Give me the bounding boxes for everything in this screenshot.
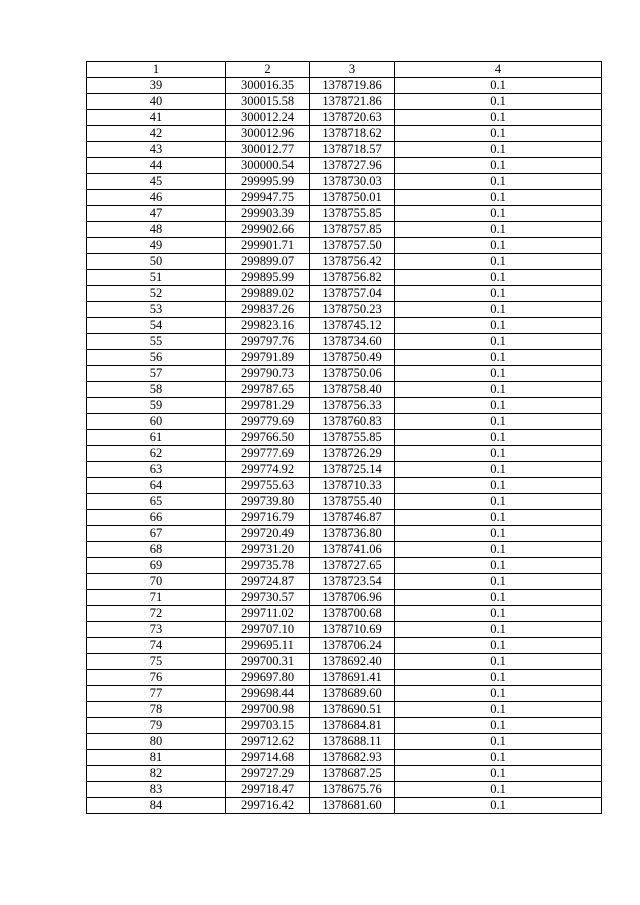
table-cell: 299714.68: [226, 750, 310, 766]
table-cell: 0.1: [395, 686, 602, 702]
table-cell: 0.1: [395, 798, 602, 814]
table-cell: 1378760.83: [310, 414, 395, 430]
table-row: [87, 286, 602, 302]
table-cell: 43: [87, 142, 226, 158]
table-cell: 1378682.93: [310, 750, 395, 766]
table-row: [87, 126, 602, 142]
table-cell: 81: [87, 750, 226, 766]
table-row: [87, 94, 602, 110]
table-cell: 1378755.85: [310, 206, 395, 222]
table-cell: 299895.99: [226, 270, 310, 286]
table-cell: 0.1: [395, 430, 602, 446]
table-cell: 62: [87, 446, 226, 462]
table-cell: 299712.62: [226, 734, 310, 750]
table-row: [87, 398, 602, 414]
table-cell: 78: [87, 702, 226, 718]
table-cell: 299837.26: [226, 302, 310, 318]
table-row: [87, 430, 602, 446]
table-row: [87, 654, 602, 670]
table-cell: 58: [87, 382, 226, 398]
table-cell: 47: [87, 206, 226, 222]
table-row: [87, 142, 602, 158]
table-cell: 299781.29: [226, 398, 310, 414]
table-cell: 0.1: [395, 94, 602, 110]
table-cell: 0.1: [395, 590, 602, 606]
table-cell: 0.1: [395, 446, 602, 462]
table-cell: 299720.49: [226, 526, 310, 542]
table-cell: 299766.50: [226, 430, 310, 446]
table-cell: 299779.69: [226, 414, 310, 430]
table-cell: 1378720.63: [310, 110, 395, 126]
table-cell: 49: [87, 238, 226, 254]
table-cell: 64: [87, 478, 226, 494]
table-cell: 1378689.60: [310, 686, 395, 702]
table-row: [87, 302, 602, 318]
table-cell: 46: [87, 190, 226, 206]
table-cell: 299731.20: [226, 542, 310, 558]
table-row: [87, 206, 602, 222]
table-cell: 0.1: [395, 526, 602, 542]
table-cell: 1378675.76: [310, 782, 395, 798]
table-row: [87, 638, 602, 654]
table-body: [87, 78, 602, 814]
table-cell: 1378706.24: [310, 638, 395, 654]
table-cell: 299777.69: [226, 446, 310, 462]
table-cell: 300015.58: [226, 94, 310, 110]
table-cell: 0.1: [395, 206, 602, 222]
table-cell: 63: [87, 462, 226, 478]
table-cell: 1378687.25: [310, 766, 395, 782]
table-cell: 299790.73: [226, 366, 310, 382]
table-row: [87, 542, 602, 558]
table-cell: 55: [87, 334, 226, 350]
table-cell: 73: [87, 622, 226, 638]
table-cell: 77: [87, 686, 226, 702]
table-row: [87, 766, 602, 782]
table-cell: 0.1: [395, 462, 602, 478]
table-row: [87, 446, 602, 462]
table-cell: 1378758.40: [310, 382, 395, 398]
table-cell: 1378741.06: [310, 542, 395, 558]
table-cell: 299730.57: [226, 590, 310, 606]
table-cell: 52: [87, 286, 226, 302]
table-row: [87, 222, 602, 238]
table-row: [87, 494, 602, 510]
table-cell: 300016.35: [226, 78, 310, 94]
table-row: [87, 606, 602, 622]
table-cell: 0.1: [395, 782, 602, 798]
table-cell: 69: [87, 558, 226, 574]
coordinates-table: [86, 61, 602, 814]
table-row: [87, 334, 602, 350]
table-cell: 1378750.01: [310, 190, 395, 206]
table-row: [87, 254, 602, 270]
table-cell: 1378750.49: [310, 350, 395, 366]
table-cell: 1378718.57: [310, 142, 395, 158]
table-row: [87, 798, 602, 814]
column-header: 1: [87, 62, 226, 78]
table-row: [87, 414, 602, 430]
table-cell: 0.1: [395, 670, 602, 686]
table-cell: 74: [87, 638, 226, 654]
table-cell: 1378745.12: [310, 318, 395, 334]
table-cell: 1378718.62: [310, 126, 395, 142]
table-cell: 1378757.85: [310, 222, 395, 238]
table-cell: 299902.66: [226, 222, 310, 238]
table-cell: 0.1: [395, 286, 602, 302]
table-cell: 300012.77: [226, 142, 310, 158]
table-cell: 1378684.81: [310, 718, 395, 734]
table-cell: 0.1: [395, 126, 602, 142]
table-row: [87, 622, 602, 638]
table-cell: 0.1: [395, 558, 602, 574]
table-cell: 1378727.65: [310, 558, 395, 574]
table-cell: 83: [87, 782, 226, 798]
table-cell: 68: [87, 542, 226, 558]
table-cell: 1378692.40: [310, 654, 395, 670]
table-cell: 1378721.86: [310, 94, 395, 110]
table-cell: 0.1: [395, 158, 602, 174]
table-row: [87, 558, 602, 574]
table-cell: 1378681.60: [310, 798, 395, 814]
table-row: [87, 350, 602, 366]
table-cell: 299787.65: [226, 382, 310, 398]
table-row: [87, 110, 602, 126]
table-cell: 50: [87, 254, 226, 270]
table-cell: 72: [87, 606, 226, 622]
column-header: 3: [310, 62, 395, 78]
table-cell: 299947.75: [226, 190, 310, 206]
table-row: [87, 750, 602, 766]
table-cell: 67: [87, 526, 226, 542]
table-cell: 42: [87, 126, 226, 142]
table-cell: 299700.98: [226, 702, 310, 718]
table-cell: 61: [87, 430, 226, 446]
table-cell: 1378756.42: [310, 254, 395, 270]
table-cell: 79: [87, 718, 226, 734]
table-cell: 299791.89: [226, 350, 310, 366]
table-cell: 299718.47: [226, 782, 310, 798]
table-cell: 299707.10: [226, 622, 310, 638]
table-cell: 300012.24: [226, 110, 310, 126]
table-cell: 1378723.54: [310, 574, 395, 590]
table-cell: 0.1: [395, 510, 602, 526]
column-header: 4: [395, 62, 602, 78]
table-cell: 299695.11: [226, 638, 310, 654]
table-cell: 0.1: [395, 318, 602, 334]
table-cell: 299901.71: [226, 238, 310, 254]
table-cell: 0.1: [395, 222, 602, 238]
table-cell: 53: [87, 302, 226, 318]
table-cell: 0.1: [395, 654, 602, 670]
table-cell: 0.1: [395, 750, 602, 766]
table-cell: 1378688.11: [310, 734, 395, 750]
table-cell: 0.1: [395, 398, 602, 414]
table-row: [87, 462, 602, 478]
table-row: [87, 782, 602, 798]
table-cell: 1378755.40: [310, 494, 395, 510]
table-row: [87, 158, 602, 174]
table-cell: 0.1: [395, 622, 602, 638]
table-cell: 44: [87, 158, 226, 174]
table-cell: 56: [87, 350, 226, 366]
table-cell: 0.1: [395, 574, 602, 590]
table-cell: 66: [87, 510, 226, 526]
table-row: [87, 238, 602, 254]
table-cell: 1378750.23: [310, 302, 395, 318]
table-row: [87, 686, 602, 702]
table-cell: 299995.99: [226, 174, 310, 190]
table-cell: 0.1: [395, 254, 602, 270]
table-cell: 80: [87, 734, 226, 750]
table-cell: 1378700.68: [310, 606, 395, 622]
table-row: [87, 590, 602, 606]
table-row: [87, 78, 602, 94]
table-cell: 299889.02: [226, 286, 310, 302]
table-cell: 1378725.14: [310, 462, 395, 478]
table-cell: 0.1: [395, 366, 602, 382]
table-cell: 0.1: [395, 238, 602, 254]
table-cell: 0.1: [395, 174, 602, 190]
table-cell: 300012.96: [226, 126, 310, 142]
table-row: [87, 526, 602, 542]
table-cell: 57: [87, 366, 226, 382]
table-cell: 1378727.96: [310, 158, 395, 174]
table-cell: 1378706.96: [310, 590, 395, 606]
table-cell: 45: [87, 174, 226, 190]
table-cell: 0.1: [395, 414, 602, 430]
table-cell: 0.1: [395, 734, 602, 750]
table-cell: 299797.76: [226, 334, 310, 350]
table-cell: 0.1: [395, 190, 602, 206]
table-cell: 1378690.51: [310, 702, 395, 718]
table-cell: 0.1: [395, 302, 602, 318]
table-row: [87, 670, 602, 686]
table-cell: 299698.44: [226, 686, 310, 702]
table-cell: 300000.54: [226, 158, 310, 174]
table-cell: 76: [87, 670, 226, 686]
table-cell: 299899.07: [226, 254, 310, 270]
table-cell: 40: [87, 94, 226, 110]
table-cell: 0.1: [395, 110, 602, 126]
table-row: [87, 366, 602, 382]
table-cell: 41: [87, 110, 226, 126]
table-cell: 299755.63: [226, 478, 310, 494]
table-row: [87, 510, 602, 526]
table-row: [87, 718, 602, 734]
table-cell: 299727.29: [226, 766, 310, 782]
table-cell: 1378730.03: [310, 174, 395, 190]
table-cell: 82: [87, 766, 226, 782]
table-cell: 0.1: [395, 382, 602, 398]
table-cell: 1378726.29: [310, 446, 395, 462]
table-cell: 299716.79: [226, 510, 310, 526]
table-row: [87, 270, 602, 286]
table-header-row: [87, 62, 602, 78]
table-cell: 0.1: [395, 718, 602, 734]
table-cell: 1378757.50: [310, 238, 395, 254]
table-row: [87, 574, 602, 590]
table-row: [87, 382, 602, 398]
table-cell: 1378750.06: [310, 366, 395, 382]
table-cell: 299735.78: [226, 558, 310, 574]
table-cell: 65: [87, 494, 226, 510]
table-row: [87, 734, 602, 750]
table-cell: 299700.31: [226, 654, 310, 670]
table-cell: 0.1: [395, 702, 602, 718]
table-cell: 0.1: [395, 334, 602, 350]
table-cell: 299697.80: [226, 670, 310, 686]
table-row: [87, 702, 602, 718]
table-cell: 59: [87, 398, 226, 414]
table-row: [87, 318, 602, 334]
table-cell: 48: [87, 222, 226, 238]
table-cell: 71: [87, 590, 226, 606]
table-cell: 0.1: [395, 494, 602, 510]
table-cell: 0.1: [395, 478, 602, 494]
table-cell: 299711.02: [226, 606, 310, 622]
table-row: [87, 174, 602, 190]
table-cell: 1378755.85: [310, 430, 395, 446]
table-cell: 1378756.82: [310, 270, 395, 286]
table-cell: 0.1: [395, 78, 602, 94]
table-cell: 0.1: [395, 766, 602, 782]
table-cell: 0.1: [395, 142, 602, 158]
table-cell: 1378736.80: [310, 526, 395, 542]
table-cell: 51: [87, 270, 226, 286]
table-cell: 39: [87, 78, 226, 94]
table-cell: 299903.39: [226, 206, 310, 222]
table-cell: 0.1: [395, 638, 602, 654]
table-cell: 1378734.60: [310, 334, 395, 350]
table-cell: 1378710.69: [310, 622, 395, 638]
table-cell: 1378710.33: [310, 478, 395, 494]
table-cell: 60: [87, 414, 226, 430]
table-cell: 70: [87, 574, 226, 590]
table-cell: 1378719.86: [310, 78, 395, 94]
table-cell: 1378757.04: [310, 286, 395, 302]
table-cell: 0.1: [395, 350, 602, 366]
table-cell: 0.1: [395, 542, 602, 558]
table-row: [87, 478, 602, 494]
table-cell: 299724.87: [226, 574, 310, 590]
table-cell: 299774.92: [226, 462, 310, 478]
table-cell: 299739.80: [226, 494, 310, 510]
table-cell: 299703.15: [226, 718, 310, 734]
table-cell: 299823.16: [226, 318, 310, 334]
table-cell: 75: [87, 654, 226, 670]
table-cell: 84: [87, 798, 226, 814]
table-cell: 1378756.33: [310, 398, 395, 414]
table-cell: 299716.42: [226, 798, 310, 814]
table-cell: 0.1: [395, 270, 602, 286]
table-cell: 0.1: [395, 606, 602, 622]
table-row: [87, 190, 602, 206]
table-cell: 1378746.87: [310, 510, 395, 526]
table-cell: 54: [87, 318, 226, 334]
table-cell: 1378691.41: [310, 670, 395, 686]
column-header: 2: [226, 62, 310, 78]
